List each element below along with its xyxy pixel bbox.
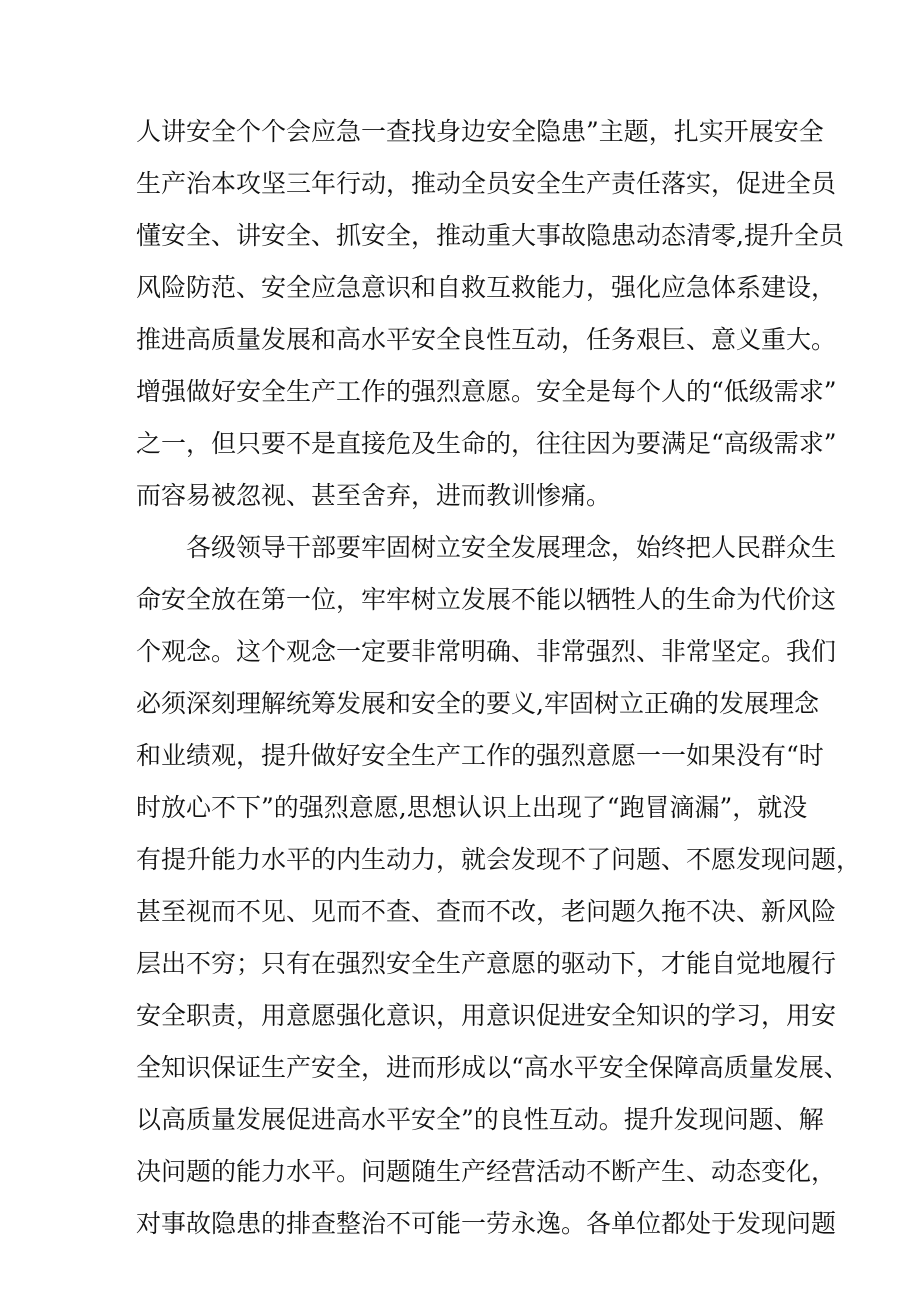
text-line-8: 而容易被忽视、甚至舍弃，进而教训惨痛。 xyxy=(136,481,612,510)
text-line-10: 命安全放在第一位，牢牢树立发展不能以牺牲人的生命为代价这 xyxy=(136,585,837,614)
text-line-16: 甚至视而不见、见而不查、查而不改，老问题久拖不决、新风险 xyxy=(136,897,837,926)
text-line-20: 以高质量发展促进高水平安全”的良性互动。提升发现问题、解 xyxy=(136,1105,824,1134)
text-line-2: 生产治本攻坚三年行动，推动全员安全生产责任落实，促进全员 xyxy=(136,169,837,198)
text-line-22: 对事故隐患的排查整治不可能一劳永逸。各单位都处于发现问题 xyxy=(136,1209,837,1238)
text-line-6: 增强做好安全生产工作的强烈意愿。安全是每个人的“低级需求” xyxy=(136,377,837,406)
text-line-18: 安全职责，用意愿强化意识，用意识促进安全知识的学习，用安 xyxy=(136,1001,837,1030)
text-line-7: 之一，但只要不是直接危及生命的，往往因为要满足“高级需求” xyxy=(136,429,837,458)
text-line-15: 有提升能力水平的内生动力，就会发现不了问题、不愿发现问题， xyxy=(136,845,862,874)
text-line-17: 层出不穷；只有在强烈安全生产意愿的驱动下，才能自觉地履行 xyxy=(136,949,837,978)
text-line-4: 风险防范、安全应急意识和自救互救能力，强化应急体系建设， xyxy=(136,273,837,302)
text-line-14: 时放心不下”的强烈意愿,思想认识上出现了“跑冒滴漏”，就没 xyxy=(136,793,808,822)
text-line-3: 懂安全、讲安全、抓安全，推动重大事故隐患动态清零,提升全员 xyxy=(136,221,844,250)
text-line-21: 决问题的能力水平。问题随生产经营活动不断产生、动态变化， xyxy=(136,1157,837,1186)
text-line-19: 全知识保证生产安全，进而形成以“高水平安全保障高质量发展、 xyxy=(136,1053,849,1082)
text-line-13: 和业绩观，提升做好安全生产工作的强烈意愿一一如果没有“时 xyxy=(136,741,824,770)
text-line-9: 各级领导干部要牢固树立安全发展理念，始终把人民群众生 xyxy=(136,533,837,562)
text-line-12: 必须深刻理解统筹发展和安全的要义,牢固树立正确的发展理念 xyxy=(136,689,819,718)
body-text xyxy=(136,106,862,1250)
text-line-1: 人讲安全个个会应急一查找身边安全隐患”主题，扎实开展安全 xyxy=(136,117,824,146)
text-line-11: 个观念。这个观念一定要非常明确、非常强烈、非常坚定。我们 xyxy=(136,637,837,666)
text-line-5: 推进高质量发展和高水平安全良性互动，任务艰巨、意义重大。 xyxy=(136,325,837,354)
